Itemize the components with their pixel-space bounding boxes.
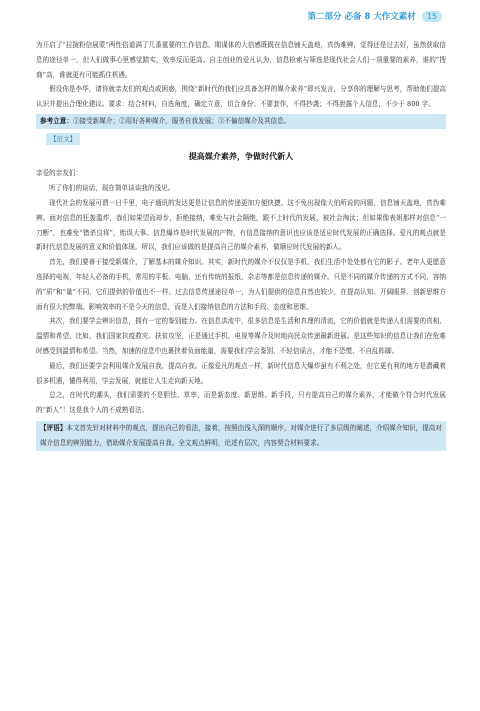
intro-paragraph: 为开启了“拉拢粉信展蒙”两性俗道满了几番重要的工作信息。期谋体的大信感既既在信息铺天盖地，真伪难辨，觉得还是过去好，虽然获取信息的途径单一，但人们做事心里感觉踏实，效率反而更高。自主创业的爱凡认为，信息检索与筛选是现代社会人们一项重要的素养，谁的“搜商”高，谁就更有可能抓住机遇。 — [36, 41, 446, 79]
review-label: 【评语】 — [40, 423, 67, 432]
task-paragraph: 假设你是李华，请你就亲友们的观点或困惑，围绕“新时代的我们应具备怎样的媒介素养”即兴发言，分享你的理解与思考，帮助他们提高认识并提出合理化建议。要求：结合材料，自选角度，确定立意，切合身份；不要套作，不得抄袭；不得泄露个人信息，不少于 800 字。 — [36, 85, 446, 109]
gist-label: 参考立意： — [40, 116, 73, 125]
page-number-badge: 15 — [422, 11, 442, 22]
sample-essay-tag: 【范文】 — [46, 133, 80, 145]
essay-title: 提高媒介素养，争做时代新人 — [188, 151, 294, 161]
reference-gist — [36, 114, 446, 129]
gist-text: ①接受新媒介；②用好各种媒介，服务自我发展；③不偏信媒介及其信息。 — [72, 116, 291, 125]
essay-paragraph: 其次，我们要学会辨识信息，拥有一定的鉴别能力。在信息洪流中，很多信息是生活和真理的清流，它的价值就是传递人们需要的真相、温情和希望。比如，我们国家抗疫救灾、扶贫攻坚，正是通过手机、电视等媒介及时地向民众传递最新进展。是这些知识的信息让我们在危难时感受到温情和希望。当然，加速的信息中也裹挟着负面能量，需要我们学会鉴别，不轻信谣言，才能不恐慌、不自乱阵脚。 — [36, 317, 446, 355]
page-content — [36, 38, 446, 451]
essay-paragraph: 首先，我们要善于接受新媒介，了解基本的媒介知识。其实，新时代的媒介不仅仅是手机，我们生活中处处都有它的影子。老年人更愿意选择的电视，年轻人必备的手机，常用的平板、电脑，还有传统的报纸、杂志等都是信息传递的媒介。只是不同的媒介传递的方式不同，容纳的“质”和“量”不同，它们提供的价值也不一样。过去信息传递途径单一，为人们提供的信息自然也较少，在提高认知、开阔眼界、创新思维方面有很大的弊端。影响效率的不是今天的信息，而是人们接纳信息的方法和手段、态度和思维。 — [36, 258, 446, 311]
essay-salutation: 亲爱的亲友们： — [36, 169, 83, 178]
essay-paragraph: 听了你们的谈话，现在简单谈谈我的浅见。 — [49, 184, 175, 193]
review-text: 本文首先针对材料中的观点，提出自己的看法，接着，按照由浅入深的顺序，对媒介进行了多层级的阐述，介绍媒介知识，提高对媒介信息的辨别能力，借助媒介发展提高自我。全文观点鲜明，论述有层次，内容契合材料要求。 — [40, 423, 442, 447]
page-header — [308, 10, 442, 22]
section-title: 第二部分 必备 8 大作文素材 — [307, 12, 416, 22]
essay-paragraph: 最后，我们还要学会利用媒介发展自我，提高自我。正像爱凡的观点一样，新时代信息大爆炸虽有不利之处，但它更有利的地方是潜藏着很多机遇，懂得利用，学会发展，就能让人生走向新天地。 — [36, 361, 446, 385]
essay-paragraph: 总之，在时代的潮头，我们需要的不是胆怯、草率，而是新态度、新思维、新手段，只有提高自己的媒介素养，才能做个符合时代发展的“新人”！这是我个人的不成熟看法。 — [36, 391, 446, 415]
essay-paragraph: 现代社会的发展可谓一日千里，电子通讯的发达更是让信息的传递更加方便快捷。这不免出现像大伯所说的问题，信息铺天盖地，真伪难辨。面对信息的狂轰滥炸，我们如果望而却步，拒绝接纳，难免与社会隔绝，跟不上时代的发展，被社会淘汰；但如果像表姐那样对信息“一刀断”，也难免“错杀良将”，贻误大事。信息爆炸是时代发展的产物，有信息接纳的意识也应该是适应时代发展的正确选择。爱凡的观点就是新时代信息发展的意义和价值体现。所以，我们应该做的是提高自己的媒介素养，做顺应时代发展的新人。 — [36, 198, 446, 252]
review-box — [36, 421, 446, 451]
